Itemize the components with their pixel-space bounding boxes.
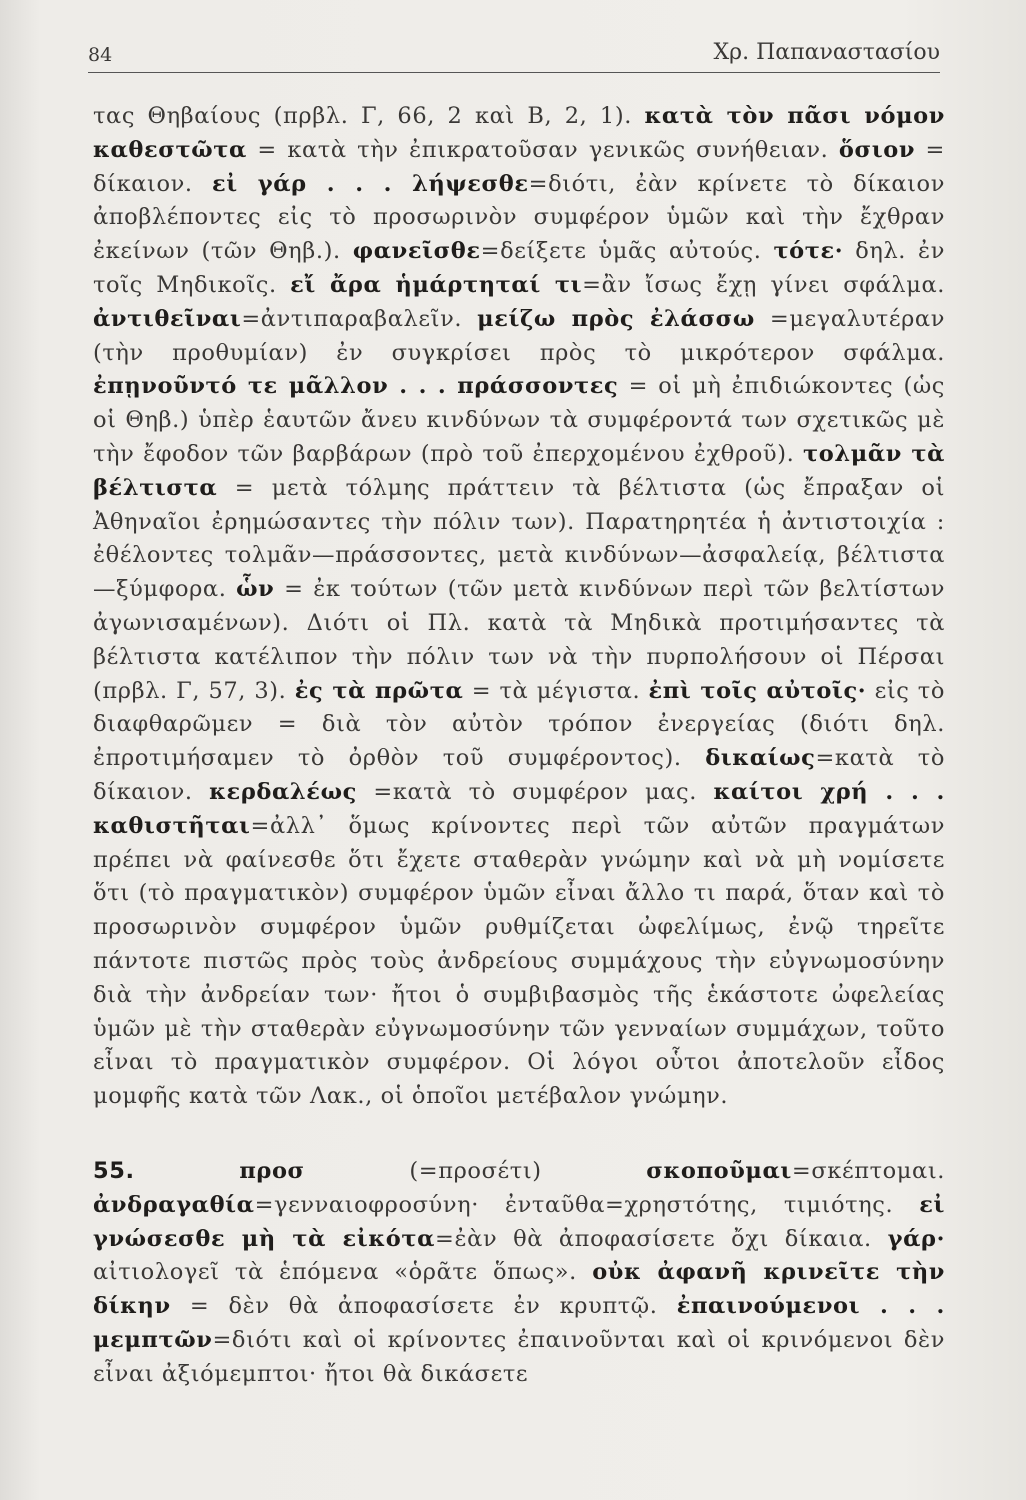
lemma: εἰ γνώσεσθε μὴ τὰ εἰκότα	[93, 1191, 945, 1252]
section-number: 55.	[93, 1157, 135, 1184]
lemma: κατὰ τὸν πᾶσι νόμον καθεστῶτα	[93, 103, 945, 163]
lemma: εἰ γάρ . . . λήψεσθε	[211, 170, 529, 197]
page-header	[88, 40, 940, 70]
gloss-text: =δείξετε ὑμᾶς αὐτούς.	[480, 238, 774, 265]
gloss-text: = ἐκ τούτων (τῶν μετὰ κινδύνων περὶ τῶν βελτίστων ἀγωνισαμένων). Διότι οἱ Πλ. κατὰ τὰ Μηδικὰ προτιμήσαντες τὰ βέλτιστα κατέλιπον τὴν πόλιν των νὰ τὴν πυρπολήσουν οἱ Πέρσαι (πρβλ. Γ, 57, 3).	[93, 576, 945, 704]
lemma: ὅσιον	[838, 136, 916, 163]
gloss-text: τας Θηβαίους (πρβλ. Γ, 66, 2 καὶ Β, 2, 1).	[93, 103, 645, 129]
gloss-text: =μεγαλυτέραν (τὴν προθυμίαν) ἐν συγκρίσει πρὸς τὸ μικρότερον σφάλμα.	[93, 305, 945, 366]
gloss-text: =διότι, ἐὰν κρίνετε τὸ δίκαιον ἀποβλέποντες εἰς τὸ προσωρινὸν συμφέρον ὑμῶν καὶ τὴν ἔχθραν ἐκείνων (τῶν Θηβ.).	[93, 170, 945, 265]
gloss-text: =ἀλλ᾽ ὅμως κρίνοντες περὶ τῶν αὐτῶν πραγμάτων πρέπει νὰ φαίνεσθε ὅτι ἔχετε σταθερὰν γνώμην καὶ νὰ μὴ νομίσετε ὅτι (τὸ πραγματικὸν) συμφέρον ὑμῶν εἶναι ἄλλο τι παρά, ὅταν καὶ τὸ προσωρινὸν συμφέρον ὑμῶν ρυθμίζεται ὠφελίμως, ἐνῷ τηρεῖτε πάντοτε πιστῶς πρὸς τοὺς ἀνδρείους συμμάχους τὴν εὐγνωμοσύνην διὰ τὴν ἀνδρείαν των· ἤτοι ὁ συμβιβασμὸς τῆς ἑκάστοτε ὠφελείας ὑμῶν μὲ τὴν σταθερὰν εὐγνωμοσύνην τῶν γενναίων συμμάχων, τοῦτο εἶναι τὸ πραγματικὸν συμφέρον. Οἱ λόγοι οὗτοι ἀποτελοῦν εἶδος μομφῆς κατὰ τῶν Λακ., οἱ ὁποῖοι μετέβαλον γνώμην.	[93, 812, 945, 1110]
gloss-text	[135, 1158, 240, 1184]
gloss-text: = δὲν θὰ ἀποφασίσετε ἐν κρυπτῷ.	[170, 1293, 677, 1320]
gloss-text: = τὰ μέγιστα.	[463, 677, 649, 704]
lemma: τότε·	[773, 238, 844, 265]
lemma: μείζω πρὸς ἐλάσσω	[477, 305, 755, 332]
gloss-text: εἰς τὸ διαφθαρῶμεν = διὰ τὸν αὐτὸν τρόπον ἐνεργείας (διότι δηλ. ἐπροτιμήσαμεν τὸ ὀρθὸν τοῦ συμφέροντος).	[93, 677, 946, 772]
lemma: ἐπὶ τοῖς αὐτοῖς·	[648, 677, 867, 704]
lemma: ἀνδραγαθία	[93, 1191, 255, 1218]
lemma: εἴ ἄρα ἡμάρτηταί τι	[290, 271, 583, 298]
lemma: φανεῖσθε	[352, 238, 481, 265]
gloss-text: = οἱ μὴ ἐπιδιώκοντες (ὡς οἱ Θηβ.) ὑπὲρ ἑαυτῶν ἄνευ κινδύνων τὰ συμφέροντά των σχετικῶς μὲ τὴν ἔφοδον τῶν βαρβάρων (πρὸ τοῦ ἐπερχομένου ἐχθροῦ).	[93, 373, 945, 467]
lemma: ὧν	[236, 576, 275, 603]
gloss-text: αἰτιολογεῖ τὰ ἑπόμενα «ὁρᾶτε ὅπως».	[93, 1259, 593, 1286]
lemma: ἀντιθεῖναι	[93, 305, 242, 332]
gloss-text: =κατὰ τὸ συμφέρον μας.	[356, 778, 714, 805]
lemma: γάρ·	[887, 1225, 946, 1252]
gloss-text: =κατὰ τὸ δίκαιον.	[93, 745, 945, 805]
commentary-paragraph-55	[93, 1155, 945, 1392]
gloss-text: δηλ. ἐν τοῖς Μηδικοῖς.	[93, 238, 945, 298]
lemma: δικαίως	[705, 745, 816, 772]
header-rule	[88, 72, 940, 73]
lemma: ἐς τὰ πρῶτα	[294, 677, 464, 704]
gloss-text: =διότι καὶ οἱ κρίνοντες ἐπαινοῦνται καὶ οἱ κρινόμενοι δὲν εἶναι ἀξιόμεμπτοι· ἤτοι θὰ δικάσετε	[93, 1326, 945, 1387]
running-title: Χρ. Παπαναστασίου	[713, 40, 940, 65]
gloss-text: =ἀντιπαραβαλεῖν.	[241, 305, 478, 332]
lemma: προσ	[239, 1157, 305, 1184]
lemma: ἐπῃνοῦντό τε μᾶλλον . . . πράσσοντες	[93, 373, 619, 400]
gloss-text: =σκέπτομαι.	[791, 1157, 945, 1184]
commentary-paragraph	[93, 100, 945, 1114]
gloss-text: = κατὰ τὴν ἐπικρατοῦσαν γενικῶς συνήθειαν.	[246, 136, 839, 163]
lemma: οὐκ ἀφανῆ κρινεῖτε τὴν δίκην	[93, 1259, 945, 1320]
lemma: ἐπαινούμενοι . . . μεμπτῶν	[93, 1293, 945, 1353]
gloss-text: (=προσέτι)	[304, 1157, 647, 1184]
gloss-text: = μετὰ τόλμης πράττειν τὰ βέλτιστα (ὡς ἔπραξαν οἱ Ἀθηναῖοι ἐρημώσαντες τὴν πόλιν των). Παρατηρητέα ἡ ἀντιστοιχία : ἐθέλοντες τολμᾶν—πράσσοντες, μετὰ κινδύνων—ἀσφαλείᾳ, βέλτιστα—ξύμφορα.	[93, 474, 945, 603]
lemma: τολμᾶν τὰ βέλτιστα	[93, 440, 945, 501]
lemma: καίτοι χρή . . . καθιστῆται	[93, 778, 945, 839]
commentary-text	[93, 100, 945, 1391]
gloss-text: =ἂν ἴσως ἔχῃ γίνει σφάλμα.	[582, 271, 945, 298]
gloss-text: =ἐὰν θὰ ἀποφασίσετε ὄχι δίκαια.	[435, 1225, 888, 1252]
gloss-text: =γενναιοφροσύνη· ἐνταῦθα=χρηστότης, τιμιότης.	[254, 1191, 920, 1218]
lemma: σκοποῦμαι	[646, 1157, 792, 1184]
lemma: κερδαλέως	[209, 778, 357, 805]
gloss-text: = δίκαιον.	[93, 136, 945, 197]
page-number: 84	[88, 44, 113, 66]
